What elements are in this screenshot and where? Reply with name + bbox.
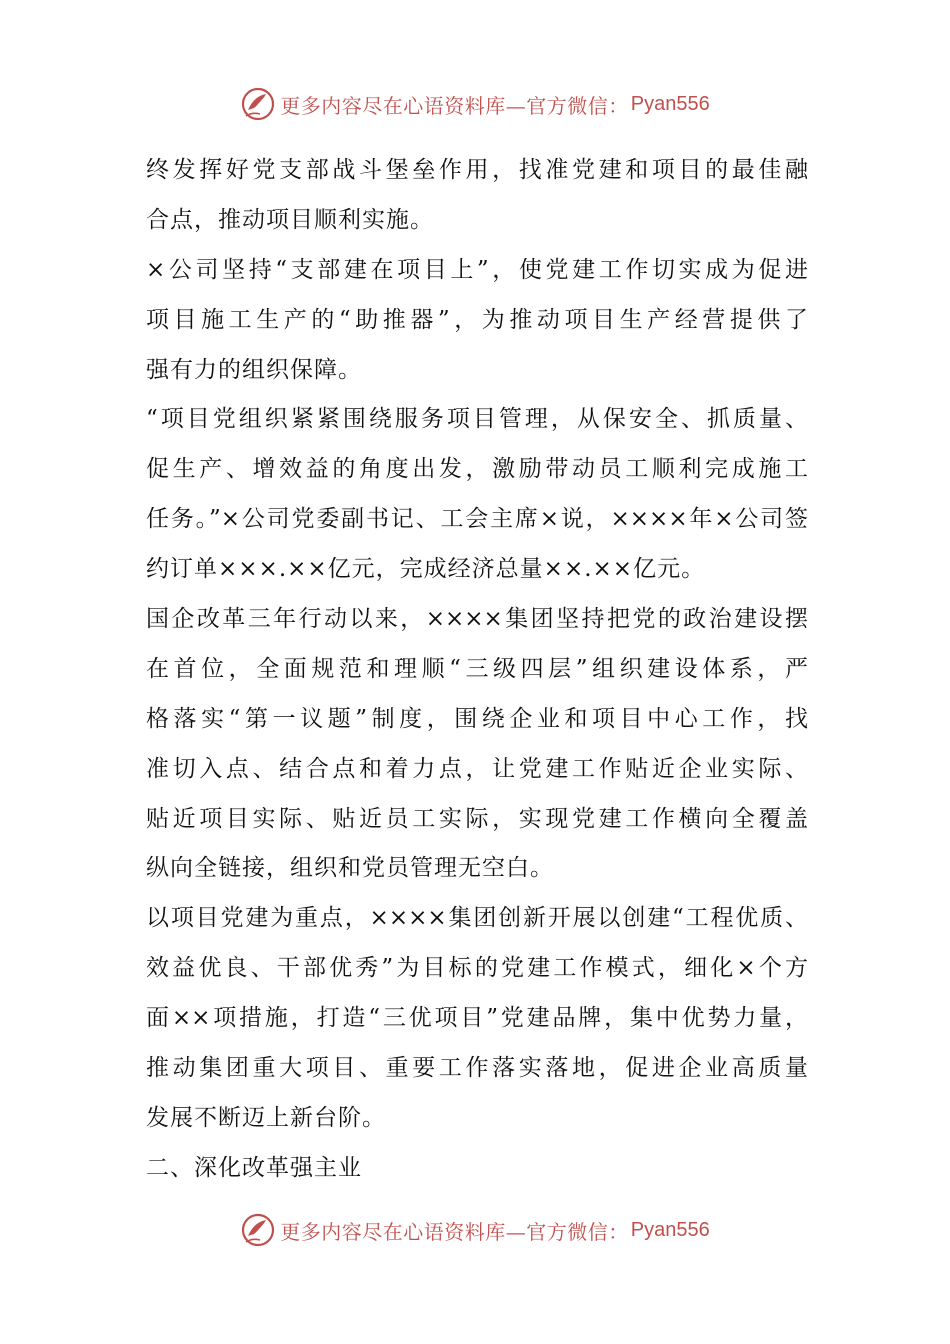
- text-line: 推动集团重大项目、重要工作落实落地，促进企业高质量: [146, 1055, 808, 1082]
- text-line: 面××项措施，打造“三优项目”党建品牌，集中优势力量，: [146, 1005, 808, 1032]
- text-line: “项目党组织紧紧围绕服务项目管理，从保安全、抓质量、: [146, 406, 808, 433]
- text-line: 贴近项目实际、贴近员工实际，实现党建工作横向全覆盖: [146, 805, 808, 832]
- watermark-wechat-id: Pyan556: [630, 1218, 710, 1241]
- text-line: 国企改革三年行动以来，××××集团坚持把党的政治建设摆: [146, 606, 808, 633]
- document-body: [146, 146, 808, 1194]
- text-line: ×公司坚持“支部建在项目上”，使党建工作切实成为促进: [146, 256, 808, 283]
- footer-watermark: [0, 1210, 950, 1250]
- text-line: 任务。”×公司党委副书记、工会主席×说，××××年×公司签: [146, 506, 808, 533]
- text-line: 促生产、增效益的角度出发，激励带动员工顺利完成施工: [146, 456, 808, 483]
- text-line: 约订单×××.××亿元，完成经济总量××.××亿元。: [146, 556, 706, 583]
- text-line: 纵向全链接，组织和党员管理无空白。: [146, 855, 554, 882]
- section-heading: 二、深化改革强主业: [146, 1154, 362, 1181]
- pen-logo-icon: [240, 86, 276, 122]
- watermark-text: 更多内容尽在心语资料库—官方微信：: [280, 1219, 629, 1244]
- pen-logo-icon: [240, 1212, 276, 1248]
- text-line: 终发挥好党支部战斗堡垒作用，找准党建和项目的最佳融: [146, 157, 808, 183]
- watermark-text: 更多内容尽在心语资料库—官方微信：: [280, 93, 629, 118]
- watermark-wechat-id: Pyan556: [630, 92, 710, 115]
- text-line: 在首位，全面规范和理顺“三级四层”组织建设体系，严: [146, 655, 808, 682]
- text-line: 以项目党建为重点，××××集团创新开展以创建“工程优质、: [146, 905, 808, 932]
- text-line: 项目施工生产的“助推器”，为推动项目生产经营提供了: [146, 306, 808, 333]
- text-line: 效益优良、干部优秀”为目标的党建工作模式，细化×个方: [146, 955, 808, 982]
- text-line: 合点，推动项目顺利实施。: [146, 206, 434, 233]
- text-line: 准切入点、结合点和着力点，让党建工作贴近企业实际、: [146, 755, 808, 782]
- header-watermark: [0, 84, 950, 124]
- text-line: 格落实“第一议题”制度，围绕企业和项目中心工作，找: [146, 705, 808, 732]
- text-line: 强有力的组织保障。: [146, 356, 362, 383]
- text-line: 发展不断迈上新台阶。: [146, 1104, 386, 1131]
